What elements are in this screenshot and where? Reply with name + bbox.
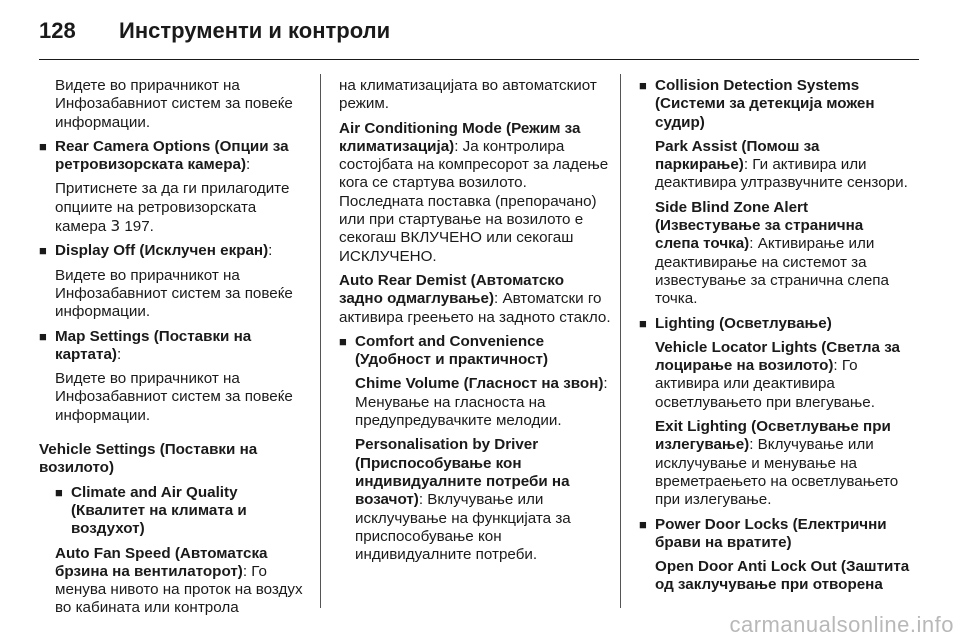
setting-title: Park Assist (Помош за паркирање) [655,137,820,174]
page-ref: 197. [120,218,154,236]
paragraph [339,375,611,430]
setting-title: Chime Volume (Гласност на звон) [355,375,604,393]
bullet-item [55,484,311,539]
bullet-title: Climate and Air Quality (Квалитет на климата и воздухот) [71,483,247,538]
paragraph: Видете во прирачникот на Инфозабавниот систем за повеќе информации. [55,77,293,131]
page-ref-icon: 3 [110,217,121,236]
bullet-sep: : [268,242,273,260]
paragraph [339,272,611,327]
bullet-icon: ■ [55,484,63,500]
bullet-icon: ■ [39,328,47,344]
paragraph [639,558,911,595]
paragraph [55,545,311,618]
setting-text: : Активирање или деактивирање на системот за известување за странична слепа точка. [655,235,889,308]
paragraph [339,436,611,564]
bullet-title: Power Door Locks (Електрични брави на вратите) [655,515,887,551]
column-3 [639,77,911,601]
paragraph: Видете во прирачникот на Инфозабавниот систем за повеќе информации. [55,266,293,321]
column-2 [339,77,611,570]
bullet-item [639,516,911,553]
paragraph-text: Притиснете за да ги прилагодите опциите на ретровизорската камера [55,180,290,236]
page-number: 128 [39,18,76,43]
setting-text: : Ги активира или деактивира ултразвучните сензори. [655,156,908,192]
setting-text: : Ја контролира состојбата на компресорот за ладење кога се стартува возилото. Последната поставка (препорачано) или при стартување на возилото е секогаш ВКЛУЧЕНО или секогаш ИСКЛУЧЕНО. [339,137,609,265]
page-title: Инструменти и контроли [119,18,391,43]
bullet-item [39,138,311,175]
bullet-item [639,315,911,333]
bullet-title: Lighting (Осветлување) [655,314,832,332]
setting-title: Auto Fan Speed (Автоматска брзина на вентилаторот) [55,544,268,580]
column-divider-1 [320,74,321,608]
setting-title: Personalisation by Driver (Приспособување кон индивидуалните потреби на возачот) [355,436,570,509]
watermark[interactable]: carmanualsonline.info [729,612,954,637]
column-1 [39,77,311,624]
bullet-sep: : [116,345,122,363]
paragraph [639,418,911,509]
paragraph [339,120,611,266]
setting-title: Vehicle Locator Lights (Светла за лоцирање на возилото) [655,338,901,375]
bullet-item [639,77,911,132]
paragraph [639,199,911,309]
bullet-title: Collision Detection Systems (Системи за детекција можен судир) [655,77,875,131]
page-header [39,14,919,48]
setting-title: Side Blind Zone Alert (Известување за странична слепа точка) [655,198,864,253]
setting-title: Auto Rear Demist (Автоматско задно одмаглување) [339,271,564,308]
paragraph [639,339,911,412]
bullet-item [339,333,611,370]
paragraph: Видете во прирачникот на Инфозабавниот систем за повеќе информации. [55,370,293,424]
setting-title: Air Conditioning Mode (Режим за климатизација) [339,119,581,155]
bullet-title: Rear Camera Options (Опции за ретровизорската камера) [55,137,289,174]
setting-text: : Автоматски го активира греењето на задното стакло. [339,290,611,326]
bullet-icon: ■ [39,138,47,154]
paragraph [639,138,911,193]
bullet-icon: ■ [639,78,647,93]
setting-text: : Вклучување или исклучување на функцијата за приспособување кон индивидуалните потреби. [355,491,571,564]
column-divider-2 [620,74,621,608]
bullet-title: Map Settings (Поставки на картата) [55,327,252,363]
header-rule [39,59,919,60]
bullet-title: Display Off (Исклучен екран) [55,242,269,260]
bullet-icon: ■ [639,516,647,532]
paragraph [39,180,311,236]
bullet-item [39,242,311,260]
paragraph: на климатизацијата во автоматскиот режим. [339,77,597,113]
bullet-item [39,328,311,365]
setting-text: : Вклучување или исклучување и менување на времетраењето на осветлувањето при излегување. [655,436,899,509]
bullet-icon: ■ [639,315,647,331]
bullet-icon: ■ [39,243,47,259]
setting-text: : Менување на гласноста на предупредувачките мелодии. [355,375,608,430]
setting-title: Exit Lighting (Осветлување при излегување) [655,418,891,454]
setting-title: Open Door Anti Lock Out (Заштита од заклучување при отворена [655,558,910,594]
setting-text: : Го менува нивото на проток на воздух во кабината или контрола [55,562,303,617]
setting-text: : Го активира или деактивира осветлувањето при влегување. [655,357,875,411]
bullet-title: Comfort and Convenience (Удобност и практичност) [355,332,549,369]
section-heading: Vehicle Settings (Поставки на возилото) [39,441,258,477]
bullet-sep: : [246,156,251,174]
bullet-icon: ■ [339,333,347,349]
